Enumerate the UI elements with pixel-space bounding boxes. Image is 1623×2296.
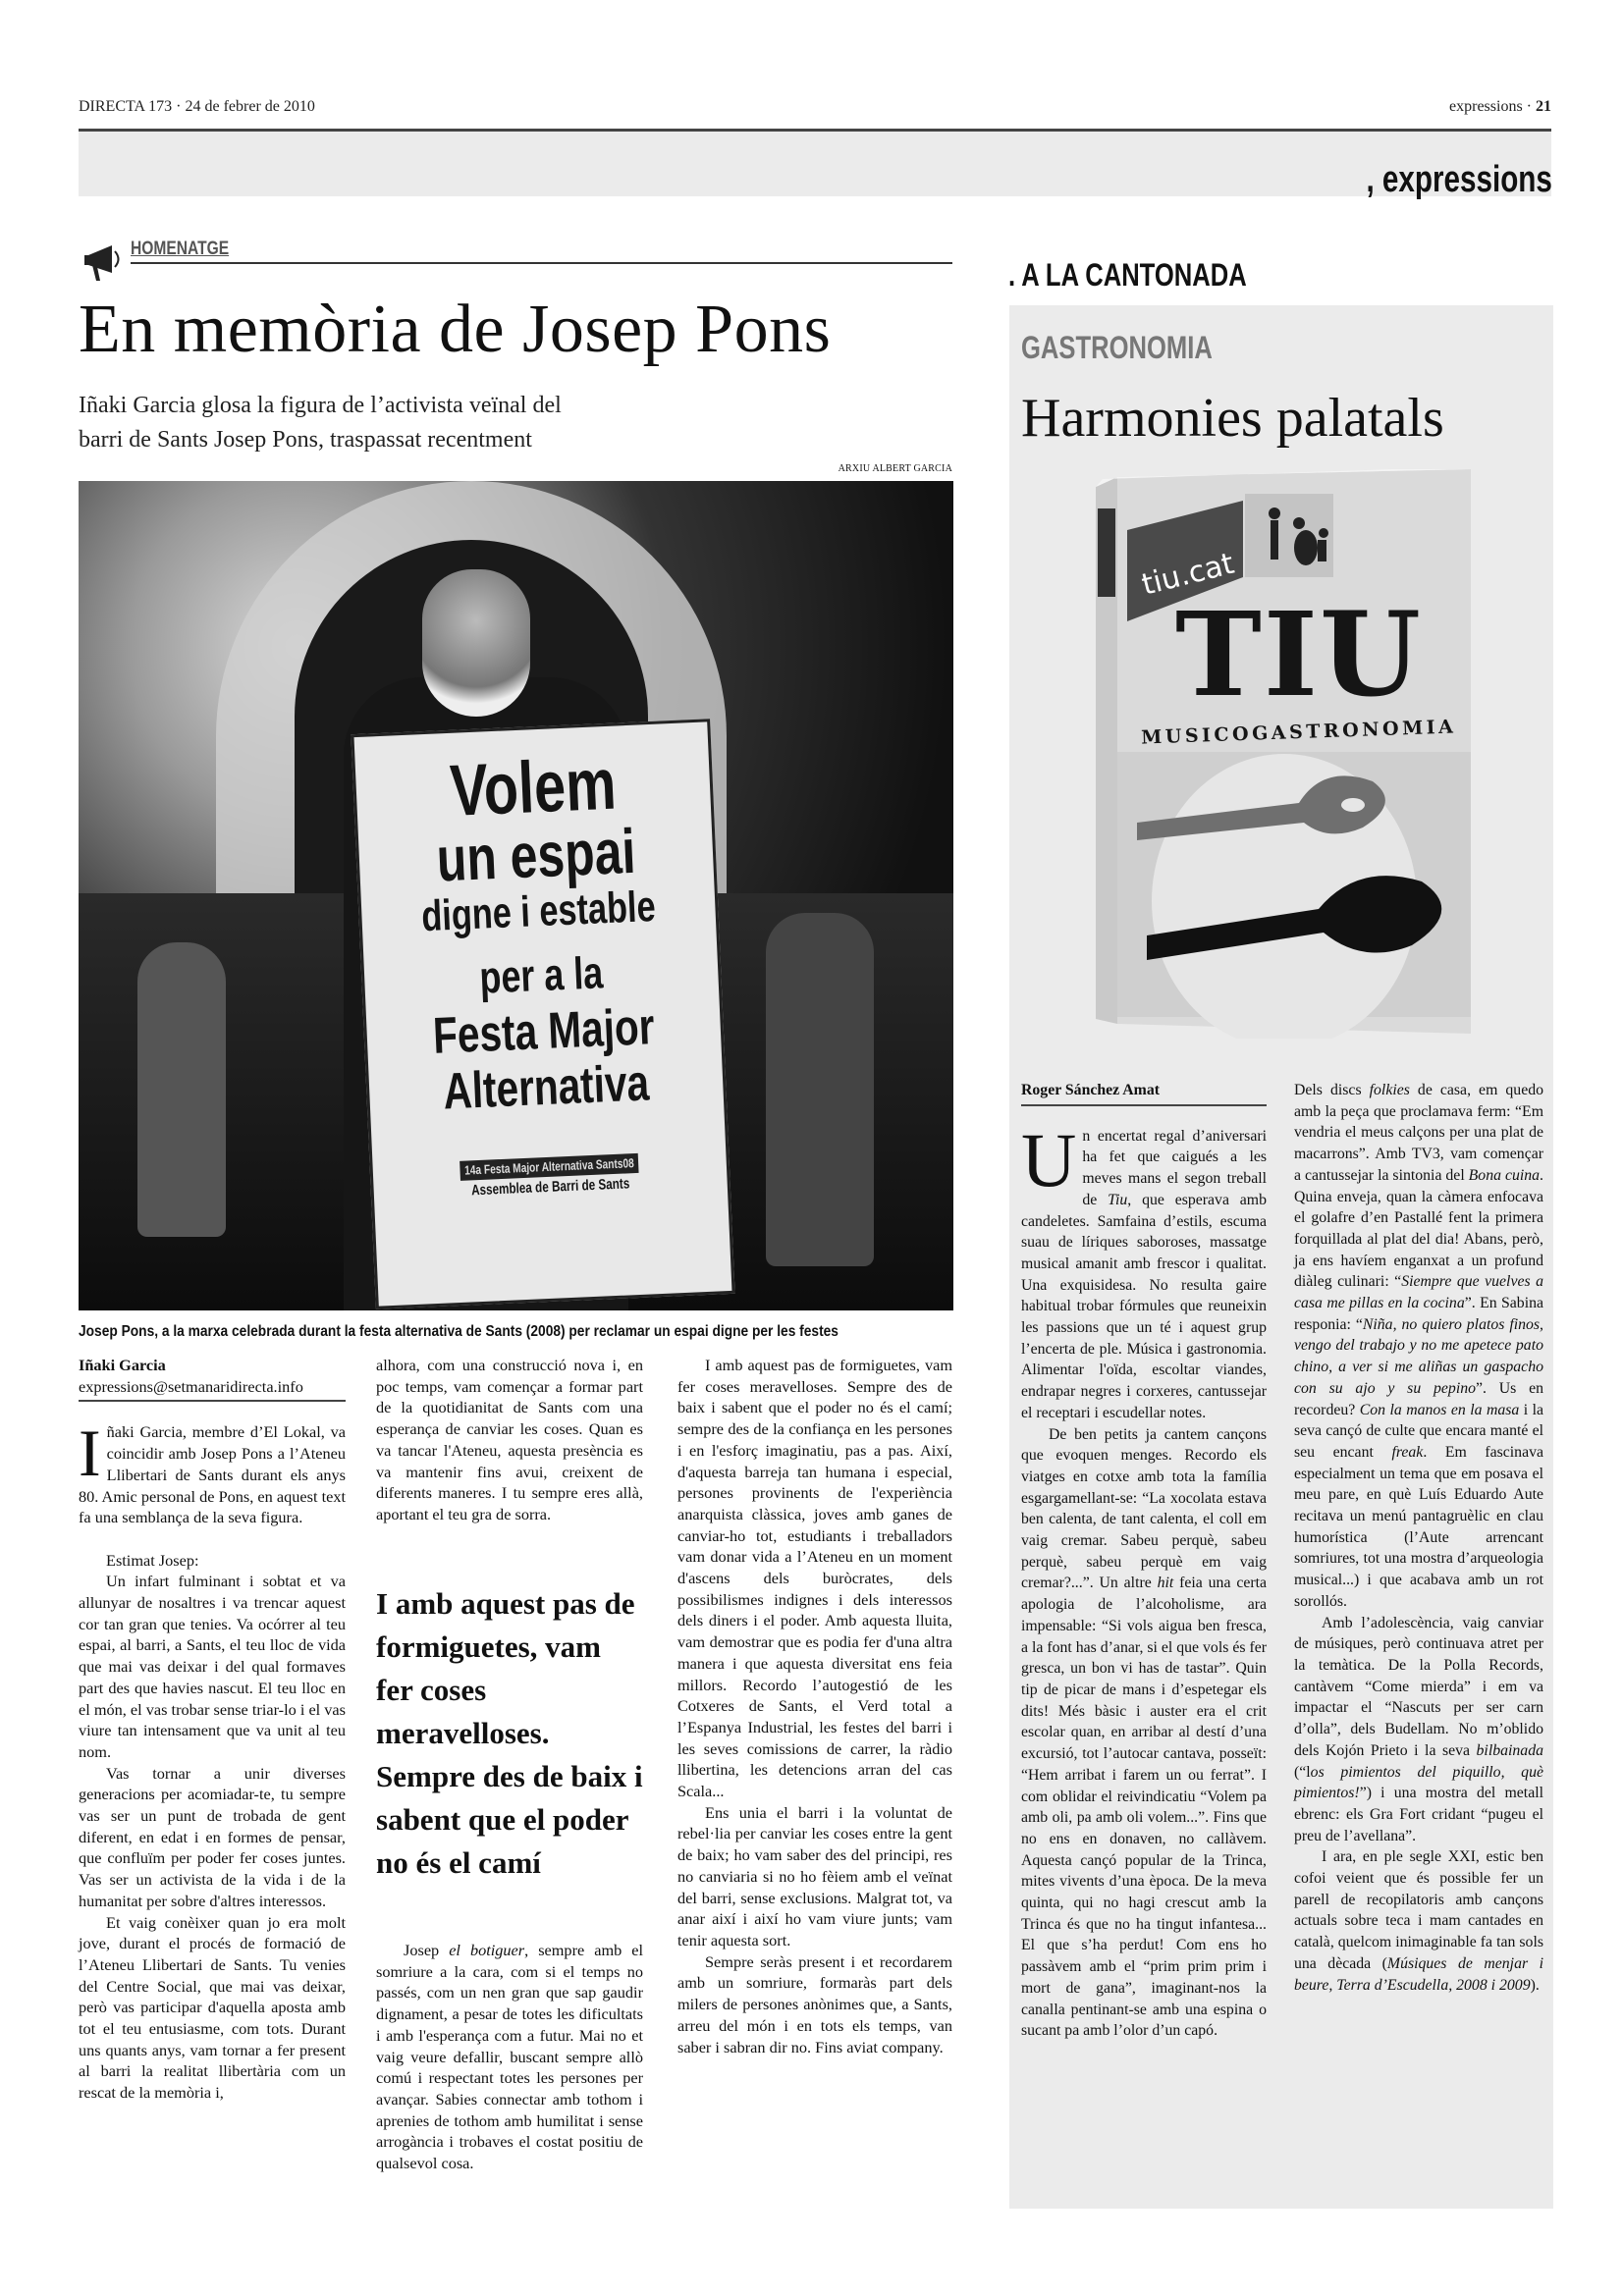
page-number: 21: [1536, 98, 1551, 115]
italic-run: freak: [1391, 1443, 1424, 1461]
sidebar-column-a: [1021, 1080, 1267, 2042]
poster-line: 14a Festa Major Alternativa Sants08: [460, 1153, 639, 1181]
column-text: [1294, 1080, 1543, 1996]
text-run: Un infart fulminant i sobtat et va allunyar de nosaltres i va trencar aquest cor tan gran que tenies. Va ocórrer al teu espai, al barri, a Sants, el teu lloc de vida que mai vas deixar i del qual formaves part des que havies nascut. El teu lloc en el món, el vas trobar sense triar-lo i el vas viure tan intensament que va unit al teu nom.: [79, 1572, 346, 1761]
text-run: alhora, com una construcció nova i, en poc temps, vam començar a formar part de la quotidianitat de Sants com una esperança de canviar les coses. Quan es va tancar l'Ateneu, aquesta presència es va mantenir fins avui, creixent de diferents maneres. I tu sempre eres allà, aportant el teu gra de sorra.: [376, 1356, 643, 1523]
italic-run: Músiques de menjar i beure, Terra d’Escudella, 2008 i 2009: [1294, 1954, 1543, 1994]
photo-credit: ARXIU ALBERT GARCIA: [838, 463, 952, 474]
text-run: I ara, en ple segle XXI, estic ben cofoi veient que és possible fer un parell de recopilatoris amb cançons actuals sobre teca i mam cantades en català, quelcom inimaginable fa tan sols una dècada (: [1294, 1848, 1543, 1972]
article-photo: [79, 481, 953, 1310]
article-kicker: HOMENATGE: [131, 239, 230, 259]
folio-section: expressions ·: [1449, 98, 1536, 115]
byline-rule: [1021, 1104, 1267, 1106]
column-text: [677, 1355, 952, 2057]
section-band: [79, 132, 1551, 196]
byline-rule: [79, 1400, 346, 1402]
poster-line: Festa Major: [431, 998, 656, 1065]
megaphone-icon: [82, 240, 126, 283]
paragraph: [677, 1951, 952, 2058]
sidebar-author: Roger Sánchez Amat: [1021, 1082, 1160, 1098]
sidebar-kicker: GASTRONOMIA: [1021, 330, 1213, 365]
text-run: n encertat regal d’aniversari ha fet que caigués a les meves mans el segon treball de: [1082, 1127, 1267, 1208]
italic-run: Niña, no quiero platos finos, vengo del trabajo y no me apetece pato chino, a ver si me aliñas un gaspacho con su ajo y su pepino: [1294, 1315, 1543, 1397]
italic-run: Con la manos en la masa: [1359, 1401, 1520, 1418]
text-run: ñaki Garcia, membre d’El Lokal, va coincidir amb Josep Pons a l’Ateneu Llibertari de Sants durant els anys 80. Amic personal de Pons, en aquest text fa una semblança de la seva figura.: [79, 1422, 346, 1527]
photo-person: [766, 913, 874, 1266]
paragraph: [1294, 1080, 1543, 1613]
text-run: de casa, em quedo amb la peça que proclamava ferm: “Em vendria el meus calçons per una plat de macarrons”. Amb TV3, vam començar a cantussejar la sintonia del: [1294, 1082, 1543, 1184]
text-run: ”) i una mostra del metall ebrenc: els Gra Fort cridant “pugeu el preu de l’avellana”.: [1294, 1785, 1543, 1844]
text-run: feia una certa apologia de l’alcoholisme, ara impensable: “Si vols aigua ben fresca, a la font has d’anar, si el que vols és fer gresca, un bon vi has de tastar”. Quin tip de picar de mans i d’espetegar els dits! Més bàsic i auster era el crit escolar quan, en arribar al destí d’una excursió, tot l’autocar cantava, posseït: “Hem arribat i farem un ou ferrat”. I com oblidar el reivindicatiu “Volem pa amb oli, pa amb oli volem...”. Fins que no ens en donaven, no callàvem. Aquesta cançó popular de la Trinca, mites vivents d’una època. De la meva quinta, qui no hagi crescut amb la Trinca és que no ha tingut infantesa... El que s’ha perdut! Com ens ho passàvem amb el “prim prim prim i mort de gana”, imaginant-nos la canalla pentinant-se amb una espina o sucant pa amb l’olor d’un capó.: [1021, 1575, 1267, 2040]
text-run: Dels discs: [1294, 1082, 1370, 1098]
italic-run: bilbainada: [1476, 1741, 1543, 1759]
sidebar-title: Harmonies palatals: [1021, 388, 1444, 449]
article-column-2-bottom: [376, 1940, 643, 2174]
pull-quote: I amb aquest pas de formiguetes, vam fer coses meravelloses. Sempre des de baix i sabent que el poder no és el camí: [376, 1586, 643, 1880]
paragraph: [1021, 1424, 1267, 2042]
section-name: , expressions: [1366, 159, 1552, 200]
text-run: . Quina enveja, quan la càmera enfocava el golafre d’en Pastallé fent la primera forquillada al plat del dia! Abans, però, ja ens havíem enganxat a un profund diàleg culinari: “: [1294, 1166, 1543, 1291]
text-run: ).: [1530, 1976, 1540, 1994]
article-title: En memòria de Josep Pons: [79, 292, 832, 367]
text-run: i la seva cançó de culte que encara manté el seu encant: [1294, 1401, 1543, 1461]
text-run: , que esperava amb candeletes. Samfaina d’estils, escuma suau de líriques saboroses, massatge musical amanit amb frescor i qualitat. Una exquisidesa. No resulta gaire habitual trobar fórmules que reuneixin les passions que un té i aquest grup l’encerta de ple. Música i gastronomia. Alimentar l'oïda, escoltar viandes, endrapar negres i corxeres, cantussejar el receptari i escudellar notes.: [1021, 1191, 1267, 1421]
text-run: De ben petits ja cantem cançons que evoquen menges. Recordo els viatges en cotxe amb tota la família esgargamellant-se: “La xocolata estava ben calenta, de tant calenta, el coll em vaig cremar. Sabeu perquè, sabeu perquè, sabeu perquè em vaig cremar?...”. Un altre: [1021, 1425, 1267, 1592]
text-run: (“l: [1294, 1763, 1311, 1781]
article-column-2-top: [376, 1355, 643, 1525]
italic-run: Bona cuina: [1468, 1166, 1541, 1184]
byline: [79, 1355, 346, 1402]
photo-person: [137, 942, 226, 1237]
text-run: Amb l’adolescència, vaig canviar de músiques, però continuava atret per la temàtica. De la Polla Records, cantàvem “Come mierda” i em va impactar el “Nascuts per ser carn d’olla”, dels Budellam. No m’oblido dels Kojón Prieto i la seva: [1294, 1614, 1543, 1759]
paragraph: [79, 1550, 346, 1572]
column-text: [1021, 1116, 1267, 2042]
author-email[interactable]: expressions@setmanaridirecta.info: [79, 1376, 303, 1396]
poster-line: digne i estable: [420, 881, 657, 941]
poster-line: Assemblea de Barri de Sants: [470, 1175, 630, 1200]
text-run: Sempre seràs present i et recordarem amb un somriure, formaràs part dels milers de persones anònimes que, a Sants, arreu del món i en tots els temps, van saber i sabran dir no. Fins aviat company.: [677, 1951, 952, 2056]
sidebar-byline: [1021, 1080, 1267, 1106]
text-run: Josep: [404, 1941, 450, 1959]
sidebar-section-title: . A LA CANTONADA: [1008, 257, 1247, 293]
article-column-1: [79, 1355, 346, 2104]
text-run: . Em fascinava especialment un tema que em posava el meu pare, en què Luís Eduardo Aute recitava un menú pantagruèlic en clau humorística (l’Aute arrencant somriures, tot una mostra d’arqueologia musical...) i que acabava amb un rot sorollós.: [1294, 1443, 1543, 1610]
paragraph: [79, 1571, 346, 1762]
text-run: Estimat Josep:: [106, 1550, 199, 1570]
album-band-name: TIU: [1175, 586, 1423, 722]
article-column-3: [677, 1355, 952, 2057]
italic-run: el botiguer: [449, 1941, 525, 1959]
poster-line: per a la: [478, 946, 605, 1003]
paragraph: [1294, 1613, 1543, 1847]
sidebar-column-b: [1294, 1080, 1543, 1996]
photo-man-head: [422, 569, 530, 717]
paragraph: [79, 1415, 346, 1528]
drop-cap: I: [79, 1415, 101, 1491]
author-name: Iñaki Garcia: [79, 1356, 166, 1374]
kicker-rule: [131, 262, 952, 264]
subtitle-line: Iñaki Garcia glosa la figura de l’activista veïnal del: [79, 393, 562, 418]
photo-caption: Josep Pons, a la marxa celebrada durant la festa alternativa de Sants (2008) per reclamar un espai digne per les festes: [79, 1323, 839, 1340]
italic-run: folkies: [1369, 1082, 1410, 1098]
text-run: Vas tornar a unir diverses generacions per acomiadar-te, tu sempre vas ser un punt de trobada de gent diferent, en edat i en formes de pensar, que confluïm per poder fer coses juntes. Vas ser un activista de la vida i de la humanitat per sobre d'altres interessos.: [79, 1763, 346, 1910]
column-text: [79, 1415, 346, 2103]
paragraph: [677, 1355, 952, 1802]
text-run: Ens unia el barri i la voluntat de rebel·lia per canviar les coses entre la gent de baix; ho vam saber des del principi, res no canviaria si no ho fèiem amb el veïnat del barri, sense exclusions. Malgrat tot, va anar així i així ho vam viure junts; vam tenir aquesta sort.: [677, 1802, 952, 1949]
poster-line: un espai: [435, 815, 637, 895]
paragraph: [677, 1802, 952, 1951]
folio-issue-date: DIRECTA 173 · 24 de febrer de 2010: [79, 98, 315, 115]
drop-cap: U: [1021, 1116, 1077, 1202]
italic-run: os pimientos del piquillo, què pimientos!: [1294, 1763, 1543, 1802]
text-run: Et vaig conèixer quan jo era molt jove, durant el procés de formació de l’Ateneu Llibertari de Sants. Tu venies del Centre Social, que mai vas deixar, però vas participar d'aquella aposta amb tot el teu entusiasme, com tots. Durant uns quants anys, vam tornar a fer present al barri la realitat llibertària com un rescat de la memòria i,: [79, 1912, 346, 2103]
subtitle-line: barri de Sants Josep Pons, traspassat recentment: [79, 427, 532, 453]
text-run: I amb aquest pas de formiguetes, vam fer coses meravelloses. Sempre des de baix i sabent que el poder no és el camí; sempre des de la confiança en les persones i en l'esforç imaginatiu, pas a pas. Així, d'aquesta barreja tan humana i especial, persones provinents de l'experiència anarquista clàssica, joves amb ganes de canviar-ho tot, estudiants i treballadors vam donar vida a l’Ateneu en un moment d'ascens dels buròcrates, dels possibilismes indignes i dels interessos dels diners i el poder. Amb aquesta lluita, vam demostrar que es podia fer d'una altra manera i que aquesta diversitat ens feia millors. Recordo l’autogestió de les Cotxeres de Sants, el Verd total a l’Espanya Industrial, les festes del barri i les seves comissions de carrer, la ràdio llibertina, les detencions arran del cas Scala...: [677, 1356, 952, 1801]
italic-run: Siempre que vuelves a casa me pillas en la cocina: [1294, 1273, 1543, 1312]
album-title: MUSICOGASTRONOMIA: [1140, 716, 1457, 749]
column-text: [376, 1355, 643, 1525]
album-site: tiu.cat: [1138, 546, 1238, 603]
poster-line: Alternativa: [442, 1054, 651, 1121]
italic-run: Tiu: [1108, 1191, 1128, 1208]
poster-line: Volem: [448, 742, 619, 831]
protest-poster: [351, 719, 734, 1308]
folio-section-page: [1449, 98, 1551, 116]
paragraph: [79, 1763, 346, 1912]
column-text: [376, 1940, 643, 2174]
text-run: ”. En Sabina responia: “: [1294, 1295, 1543, 1333]
paragraph: [1294, 1846, 1543, 1996]
album-cover-image: [1088, 469, 1481, 1039]
paragraph: [79, 1912, 346, 2104]
text-run: , sempre amb el somriure a la cara, com si el temps no passés, com un nen gran que sap gaudir dignament, a pesar de totes les dificultats i amb l'esperança com a futur. Mai no et vaig veure defallir, buscant sempre allò comú i respectant totes les persones per avançar. Sabies connectar amb tothom i aprenies de tothom amb humilitat i sense arrogància i trobaves el costat positiu de qualsevol cosa.: [376, 1941, 644, 2173]
italic-run: hit: [1157, 1575, 1174, 1592]
text-run: ”. Us en recordeu?: [1294, 1379, 1544, 1418]
article-subtitle: [79, 389, 962, 457]
paragraph: [376, 1940, 643, 2174]
spine-logo: [1098, 508, 1115, 597]
paragraph: [376, 1355, 643, 1525]
